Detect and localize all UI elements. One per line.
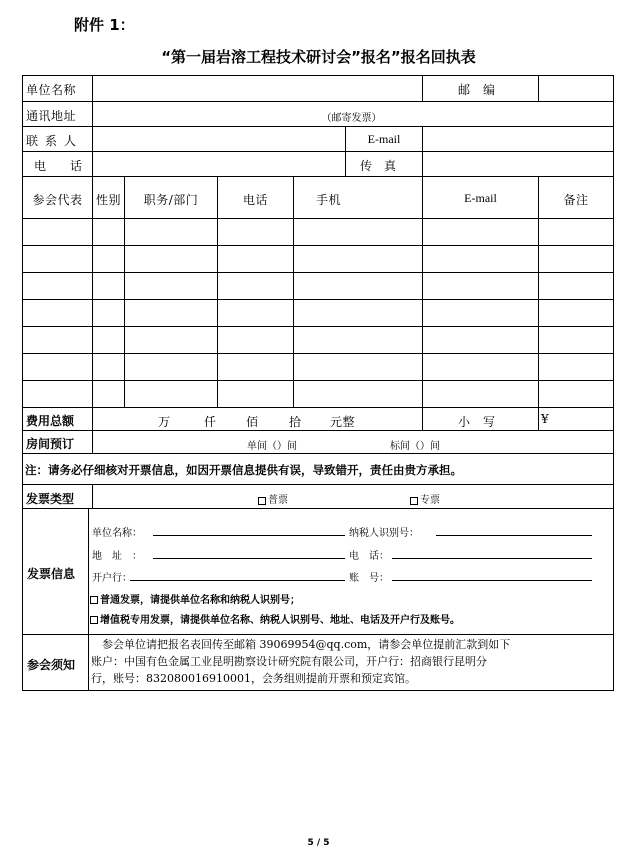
invoice-type-ordinary[interactable] [258,491,288,506]
room-single[interactable]: 单间（）间 [247,441,297,452]
email-label: E-mail [367,132,401,146]
notes-label: 参会须知 [27,658,76,672]
special-checkbox[interactable] [410,497,418,505]
postcode-field[interactable] [539,76,613,100]
phone-field[interactable] [93,152,344,176]
table-row[interactable] [23,327,613,354]
table-row[interactable] [23,219,613,246]
notes-line-1: 参会单位请把报名表回传至邮箱 39069954@qq.com，请参会单位提前汇款到如下 [91,638,511,651]
table-row[interactable] [23,246,613,273]
table-row[interactable] [23,354,613,381]
inv-phone-label: 电 话： [349,551,389,562]
address-label: 通讯地址 [26,109,77,123]
invoice-notice: 注：请务必仔细核对开票信息，如因开票信息提供有误，导致错开，责任由贵方承担。 [25,463,462,477]
inv-address-field[interactable] [153,558,345,559]
page-number: 5 / 5 [307,838,330,848]
table-row[interactable] [23,273,613,300]
unit-name-label: 单位名称 [26,83,77,97]
room-booking-label: 房间预订 [26,437,75,451]
col-header-phone: 电话 [242,193,268,207]
room-standard[interactable]: 标间（）间 [390,441,440,452]
ordinary-label: 普票 [268,495,288,506]
fee-unit-shi: 拾 [289,415,302,429]
notes-line-2: 账户：中国有色金属工业昆明勘察设计研究院有限公司，开户行：招商银行昆明分 [91,655,487,668]
contact-label: 联系人 [26,134,84,148]
inv-taxpayer-label: 纳税人识别号： [349,528,419,539]
inv-address-label: 地 址 ： [92,551,142,562]
fee-unit-qian: 仟 [204,415,217,429]
inv-bank-field[interactable] [130,580,345,581]
special-note-checkbox[interactable] [90,616,98,624]
inv-taxpayer-field[interactable] [436,535,592,536]
attachment-label: 附件 1： [74,16,135,34]
fee-lowercase-label: 小 写 [458,415,496,429]
inv-bank-label: 开户行： [92,573,132,584]
inv-ordinary-note [90,591,300,606]
table-row[interactable] [23,300,613,327]
contact-field[interactable] [93,127,344,151]
inv-account-label: 账 号： [349,573,389,584]
notes-line-3: 行，账号：832080016910001，会务组则提前开票和预定宾馆。 [91,672,416,685]
fee-unit-wan: 万 [158,415,171,429]
invoice-mail-note: （邮寄发票） [321,113,382,124]
unit-name-field[interactable] [93,76,421,100]
email-field[interactable] [423,127,613,151]
special-label: 专票 [420,495,440,506]
inv-unit-name-field[interactable] [153,535,345,536]
special-note-text: 增值税专用发票，请提供单位名称、纳税人识别号、地址、电话及开户行及账号。 [100,615,460,626]
inv-account-field[interactable] [392,580,592,581]
col-header-representative: 参会代表 [32,193,83,207]
ordinary-note-text: 普通发票，请提供单位名称和纳税人识别号； [100,595,300,606]
phone-label: 电话 [34,159,107,173]
col-header-position: 职务/部门 [143,193,199,207]
invoice-info-label: 发票信息 [27,567,76,581]
fee-unit-bai: 佰 [246,415,259,429]
col-header-email: E-mail [464,191,497,205]
form-title: “第一届岩溶工程技术研讨会”报名”报名回执表 [161,48,476,66]
postcode-label: 邮 编 [458,83,496,97]
notes-text [91,636,510,687]
fee-total-label: 费用总额 [26,414,75,428]
invoice-type-label: 发票类型 [26,492,75,506]
col-header-remarks: 备注 [563,193,589,207]
inv-phone-field[interactable] [392,558,592,559]
fax-field[interactable] [423,152,613,176]
fee-lowercase-field[interactable] [552,408,612,430]
ordinary-note-checkbox[interactable] [90,596,98,604]
table-row[interactable] [23,381,613,407]
col-header-gender: 性别 [95,193,121,207]
inv-special-note [90,611,460,626]
participants-table-body [23,219,613,407]
col-header-mobile: 手机 [316,193,342,207]
fee-unit-yuan: 元整 [330,415,356,429]
inv-unit-name-label: 单位名称： [92,528,142,539]
ordinary-checkbox[interactable] [258,497,266,505]
invoice-type-special[interactable] [410,491,440,506]
fee-currency-symbol: ¥ [541,412,550,426]
fax-label: 传真 [359,159,408,173]
